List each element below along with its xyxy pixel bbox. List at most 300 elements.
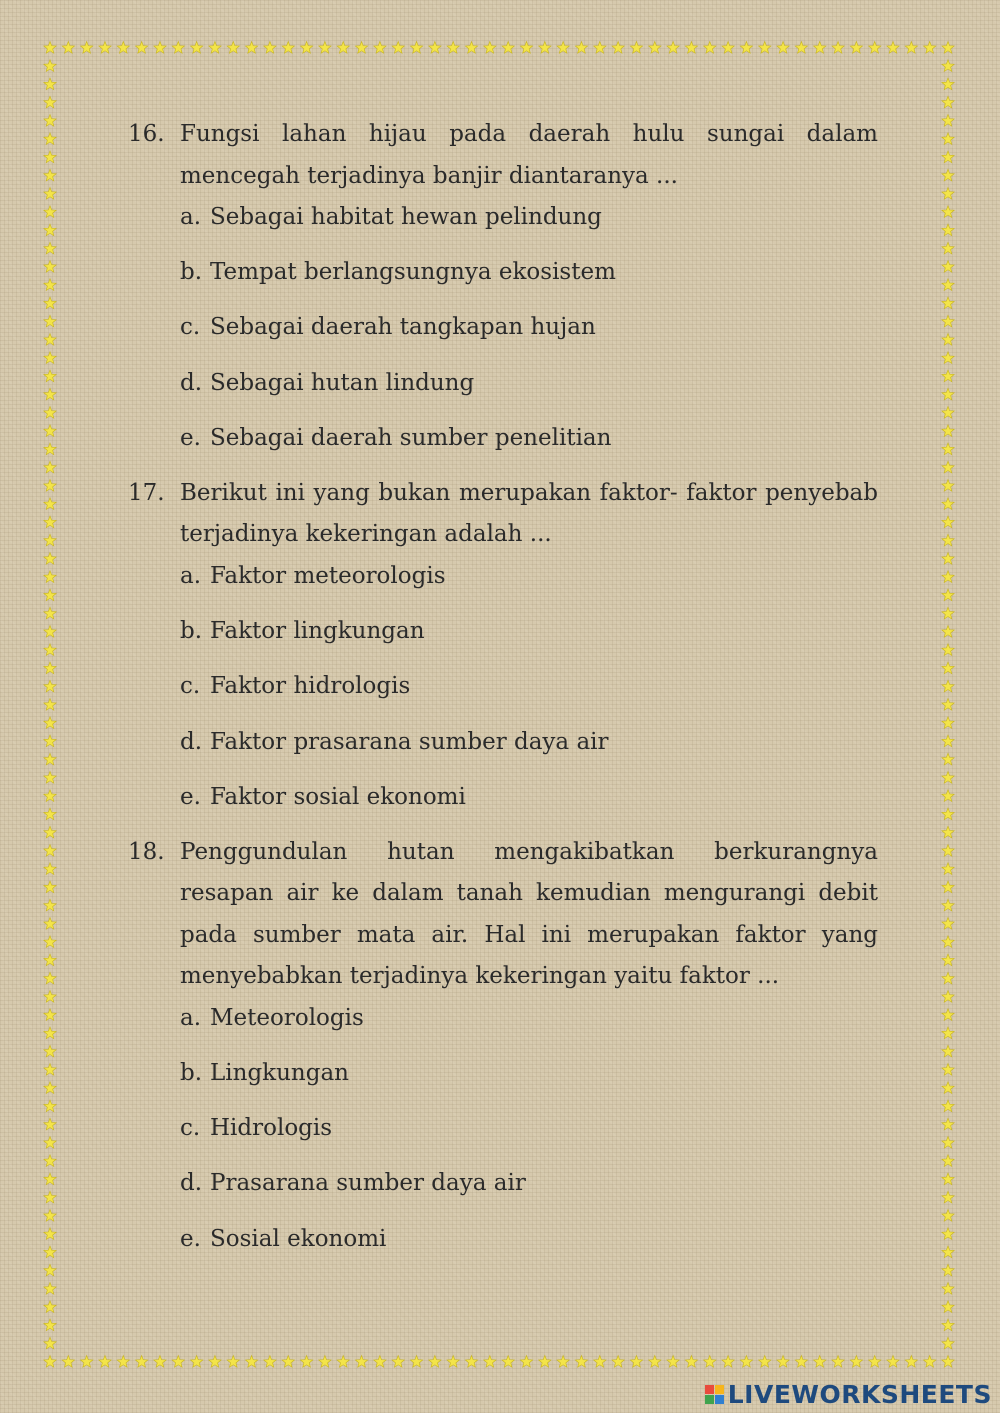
border-star-icon — [190, 1356, 202, 1368]
border-star-icon — [44, 151, 56, 163]
border-star-icon — [942, 826, 954, 838]
border-star-icon — [942, 571, 954, 583]
border-star-icon — [44, 772, 56, 784]
border-star-icon — [942, 388, 954, 400]
option-text: Sebagai habitat hewan pelindung — [210, 204, 602, 230]
border-star-icon — [740, 42, 752, 54]
border-star-icon — [44, 972, 56, 984]
border-star-icon — [942, 1319, 954, 1331]
border-star-icon — [942, 1045, 954, 1057]
border-star-icon — [117, 42, 129, 54]
border-star-icon — [135, 42, 147, 54]
border-star-icon — [942, 516, 954, 528]
border-star-icon — [44, 242, 56, 254]
option-letter: b. — [180, 259, 203, 286]
border-star-icon — [942, 1027, 954, 1039]
border-star-icon — [44, 169, 56, 181]
option-text: Faktor meteorologis — [210, 562, 446, 589]
option-letter: e. — [180, 1225, 201, 1252]
border-star-icon — [942, 680, 954, 692]
logo-square — [705, 1385, 714, 1394]
border-star-icon — [99, 1356, 111, 1368]
border-star-icon — [942, 78, 954, 90]
border-star-icon — [465, 1356, 477, 1368]
border-star-icon — [80, 42, 92, 54]
border-star-icon — [942, 1100, 954, 1112]
border-star-icon — [44, 1027, 56, 1039]
border-star-icon — [942, 370, 954, 382]
border-star-icon — [942, 1118, 954, 1130]
border-star-icon — [264, 1356, 276, 1368]
border-star-icon — [44, 1045, 56, 1057]
border-star-icon — [44, 498, 56, 510]
border-star-icon — [942, 42, 954, 54]
option-e[interactable] — [180, 777, 878, 818]
option-letter: a. — [180, 204, 202, 230]
border-star-icon — [630, 1356, 642, 1368]
border-star-icon — [942, 1064, 954, 1076]
border-star-icon — [832, 1356, 844, 1368]
border-star-icon — [942, 753, 954, 765]
border-star-icon — [759, 1356, 771, 1368]
question-17 — [128, 473, 878, 832]
border-star-icon — [942, 1082, 954, 1094]
border-star-icon — [942, 1228, 954, 1240]
option-text: Faktor prasarana sumber daya air — [210, 728, 609, 755]
border-star-icon — [942, 498, 954, 510]
border-star-icon — [850, 1356, 862, 1368]
border-star-icon — [832, 42, 844, 54]
border-star-icon — [887, 1356, 899, 1368]
border-star-icon — [594, 42, 606, 54]
border-star-icon — [44, 735, 56, 747]
border-star-icon — [942, 169, 954, 181]
border-star-icon — [777, 42, 789, 54]
border-star-icon — [282, 42, 294, 54]
border-star-icon — [227, 1356, 239, 1368]
border-star-icon — [942, 96, 954, 108]
border-star-icon — [44, 991, 56, 1003]
option-list — [180, 197, 878, 459]
border-star-icon — [44, 480, 56, 492]
option-text: Tempat berlangsungnya ekosistem — [210, 259, 616, 286]
border-star-icon — [44, 407, 56, 419]
border-star-icon — [942, 1173, 954, 1185]
border-star-icon — [44, 553, 56, 565]
border-star-icon — [172, 1356, 184, 1368]
option-letter: c. — [180, 1115, 201, 1142]
border-star-icon — [410, 42, 422, 54]
border-star-icon — [44, 334, 56, 346]
border-star-icon — [942, 1337, 954, 1349]
border-star-icon — [44, 461, 56, 473]
border-star-icon — [209, 42, 221, 54]
border-star-icon — [942, 261, 954, 273]
border-star-icon — [942, 553, 954, 565]
border-star-icon — [355, 1356, 367, 1368]
option-letter: b. — [180, 1060, 203, 1087]
border-star-icon — [62, 42, 74, 54]
border-star-icon — [942, 352, 954, 364]
border-star-icon — [44, 918, 56, 930]
border-star-icon — [44, 680, 56, 692]
border-star-icon — [44, 315, 56, 327]
option-letter: d. — [180, 728, 203, 755]
border-star-icon — [44, 279, 56, 291]
border-star-icon — [44, 1210, 56, 1222]
option-b[interactable] — [180, 252, 878, 293]
option-letter: e. — [180, 783, 201, 810]
option-text: Sosial ekonomi — [210, 1225, 387, 1252]
border-star-icon — [429, 1356, 441, 1368]
border-star-icon — [44, 352, 56, 364]
border-star-icon — [44, 534, 56, 546]
border-star-icon — [44, 1118, 56, 1130]
border-star-icon — [484, 1356, 496, 1368]
option-b[interactable] — [180, 611, 878, 652]
border-star-icon — [594, 1356, 606, 1368]
option-list — [180, 556, 878, 818]
border-star-icon — [942, 1191, 954, 1203]
option-letter: b. — [180, 618, 203, 645]
border-star-icon — [923, 1356, 935, 1368]
border-star-icon — [135, 1356, 147, 1368]
option-text: Sebagai daerah sumber penelitian — [210, 424, 612, 451]
border-star-icon — [154, 42, 166, 54]
border-star-icon — [44, 188, 56, 200]
border-star-icon — [44, 115, 56, 127]
option-d[interactable] — [180, 722, 878, 763]
option-text: Sebagai hutan lindung — [210, 369, 475, 396]
border-star-icon — [44, 133, 56, 145]
border-star-icon — [227, 42, 239, 54]
question-18 — [128, 832, 878, 1274]
border-star-icon — [942, 899, 954, 911]
border-star-icon — [44, 60, 56, 72]
border-star-icon — [44, 1264, 56, 1276]
border-star-icon — [923, 42, 935, 54]
border-star-icon — [942, 918, 954, 930]
border-star-icon — [44, 717, 56, 729]
border-star-icon — [942, 1009, 954, 1021]
border-star-icon — [942, 60, 954, 72]
border-star-icon — [44, 388, 56, 400]
border-star-icon — [44, 1337, 56, 1349]
border-star-icon — [795, 1356, 807, 1368]
border-star-icon — [44, 206, 56, 218]
border-star-icon — [612, 1356, 624, 1368]
border-star-icon — [942, 1137, 954, 1149]
border-star-icon — [942, 315, 954, 327]
border-star-icon — [44, 425, 56, 437]
border-star-icon — [319, 42, 331, 54]
option-b[interactable] — [180, 1053, 878, 1094]
border-star-icon — [337, 42, 349, 54]
border-star-icon — [942, 425, 954, 437]
border-star-icon — [557, 1356, 569, 1368]
border-star-icon — [44, 790, 56, 802]
border-star-icon — [942, 334, 954, 346]
question-number: 18. — [128, 838, 165, 865]
border-star-icon — [44, 224, 56, 236]
border-star-icon — [44, 662, 56, 674]
border-star-icon — [465, 42, 477, 54]
border-star-icon — [44, 899, 56, 911]
border-star-icon — [300, 1356, 312, 1368]
option-text: Hidrologis — [210, 1115, 333, 1142]
option-a[interactable] — [180, 998, 878, 1039]
border-star-icon — [942, 626, 954, 638]
border-star-icon — [942, 936, 954, 948]
border-star-icon — [942, 461, 954, 473]
border-star-icon — [612, 42, 624, 54]
border-star-icon — [44, 808, 56, 820]
border-star-icon — [942, 480, 954, 492]
border-star-icon — [429, 42, 441, 54]
border-star-icon — [575, 1356, 587, 1368]
border-star-icon — [942, 954, 954, 966]
border-star-icon — [942, 206, 954, 218]
border-star-icon — [190, 42, 202, 54]
border-star-icon — [942, 662, 954, 674]
border-star-icon — [44, 261, 56, 273]
border-star-icon — [575, 42, 587, 54]
border-star-icon — [649, 42, 661, 54]
border-star-icon — [722, 42, 734, 54]
border-star-icon — [44, 370, 56, 382]
border-star-icon — [392, 42, 404, 54]
liveworksheets-logo-icon — [705, 1385, 724, 1404]
border-star-icon — [447, 42, 459, 54]
border-star-icon — [282, 1356, 294, 1368]
border-star-icon — [502, 1356, 514, 1368]
border-star-icon — [245, 1356, 257, 1368]
border-star-icon — [942, 224, 954, 236]
option-letter: a. — [180, 562, 202, 589]
option-letter: c. — [180, 673, 201, 700]
border-star-icon — [942, 115, 954, 127]
option-c[interactable] — [180, 666, 878, 707]
border-star-icon — [209, 1356, 221, 1368]
border-star-icon — [942, 1155, 954, 1167]
border-star-icon — [942, 972, 954, 984]
border-star-icon — [484, 42, 496, 54]
border-star-icon — [44, 936, 56, 948]
border-star-icon — [942, 407, 954, 419]
border-star-icon — [392, 1356, 404, 1368]
border-star-icon — [942, 151, 954, 163]
border-star-icon — [44, 589, 56, 601]
option-text: Prasarana sumber daya air — [210, 1170, 526, 1197]
border-star-icon — [44, 1301, 56, 1313]
border-star-icon — [814, 42, 826, 54]
border-star-icon — [520, 1356, 532, 1368]
border-star-icon — [667, 42, 679, 54]
border-star-icon — [942, 808, 954, 820]
question-number: 16. — [128, 121, 165, 147]
border-star-icon — [44, 607, 56, 619]
option-c[interactable] — [180, 307, 878, 348]
border-star-icon — [447, 1356, 459, 1368]
border-star-icon — [44, 826, 56, 838]
question-16 — [128, 114, 878, 473]
border-star-icon — [355, 42, 367, 54]
option-text: Faktor lingkungan — [210, 618, 425, 645]
border-star-icon — [319, 1356, 331, 1368]
border-star-icon — [44, 297, 56, 309]
border-star-icon — [44, 954, 56, 966]
border-star-icon — [905, 1356, 917, 1368]
border-star-icon — [62, 1356, 74, 1368]
border-star-icon — [337, 1356, 349, 1368]
border-star-icon — [869, 42, 881, 54]
option-e[interactable] — [180, 1219, 878, 1260]
option-d[interactable] — [180, 363, 878, 404]
option-letter: e. — [180, 424, 201, 451]
border-star-icon — [905, 42, 917, 54]
border-star-icon — [44, 1155, 56, 1167]
option-a[interactable] — [180, 556, 878, 597]
border-star-icon — [264, 42, 276, 54]
border-star-icon — [99, 42, 111, 54]
border-star-icon — [80, 1356, 92, 1368]
border-star-icon — [154, 1356, 166, 1368]
option-text: Lingkungan — [210, 1060, 349, 1087]
border-star-icon — [942, 991, 954, 1003]
border-star-icon — [44, 863, 56, 875]
worksheet-content — [128, 114, 878, 1274]
border-star-icon — [410, 1356, 422, 1368]
option-letter: d. — [180, 369, 203, 396]
border-star-icon — [942, 881, 954, 893]
border-star-icon — [44, 443, 56, 455]
border-star-icon — [942, 242, 954, 254]
border-star-icon — [502, 42, 514, 54]
border-star-icon — [374, 1356, 386, 1368]
border-star-icon — [44, 699, 56, 711]
border-star-icon — [942, 133, 954, 145]
logo-square — [705, 1395, 714, 1404]
logo-square — [715, 1395, 724, 1404]
option-letter: a. — [180, 1004, 202, 1031]
border-star-icon — [300, 42, 312, 54]
border-star-icon — [44, 626, 56, 638]
border-star-icon — [44, 1173, 56, 1185]
border-star-icon — [539, 1356, 551, 1368]
border-star-icon — [44, 1009, 56, 1021]
border-star-icon — [942, 1210, 954, 1222]
option-list — [180, 998, 878, 1260]
border-star-icon — [44, 644, 56, 656]
border-star-icon — [44, 1064, 56, 1076]
border-star-icon — [942, 443, 954, 455]
border-star-icon — [942, 1246, 954, 1258]
border-star-icon — [942, 735, 954, 747]
border-star-icon — [44, 1082, 56, 1094]
border-star-icon — [44, 1191, 56, 1203]
border-star-icon — [704, 1356, 716, 1368]
border-star-icon — [245, 42, 257, 54]
border-star-icon — [942, 1301, 954, 1313]
border-star-icon — [44, 1246, 56, 1258]
border-star-icon — [942, 644, 954, 656]
border-star-icon — [942, 589, 954, 601]
border-star-icon — [44, 516, 56, 528]
border-star-icon — [759, 42, 771, 54]
border-star-icon — [942, 188, 954, 200]
border-star-icon — [942, 1264, 954, 1276]
liveworksheets-watermark[interactable] — [705, 1379, 992, 1409]
question-number: 17. — [128, 479, 165, 506]
border-star-icon — [44, 1228, 56, 1240]
option-a[interactable] — [180, 197, 878, 238]
border-star-icon — [630, 42, 642, 54]
option-text: Meteorologis — [210, 1004, 364, 1031]
border-star-icon — [942, 790, 954, 802]
option-text: Faktor hidrologis — [210, 673, 411, 700]
border-star-icon — [777, 1356, 789, 1368]
border-star-icon — [44, 1319, 56, 1331]
border-star-icon — [942, 699, 954, 711]
border-star-icon — [942, 534, 954, 546]
border-star-icon — [44, 1100, 56, 1112]
border-star-icon — [44, 1283, 56, 1295]
border-star-icon — [374, 42, 386, 54]
border-star-icon — [539, 42, 551, 54]
border-star-icon — [704, 42, 716, 54]
option-text: Sebagai daerah tangkapan hujan — [210, 314, 596, 341]
border-star-icon — [667, 1356, 679, 1368]
option-d[interactable] — [180, 1163, 878, 1204]
border-star-icon — [44, 571, 56, 583]
border-star-icon — [44, 1356, 56, 1368]
border-star-icon — [722, 1356, 734, 1368]
option-c[interactable] — [180, 1108, 878, 1149]
border-star-icon — [44, 1137, 56, 1149]
border-star-icon — [942, 1356, 954, 1368]
border-star-icon — [850, 42, 862, 54]
border-star-icon — [649, 1356, 661, 1368]
border-star-icon — [44, 96, 56, 108]
question-text: Penggundulan hutan mengakibatkan berkurangnya resapan air ke dalam tanah kemudian mengurangi debit pada sumber mata air. Hal ini merupakan faktor yang menyebabkan terjadinya kekeringan yaitu faktor ... — [180, 838, 878, 990]
border-star-icon — [44, 42, 56, 54]
border-star-icon — [44, 753, 56, 765]
border-star-icon — [44, 78, 56, 90]
logo-square — [715, 1385, 724, 1394]
border-star-icon — [942, 772, 954, 784]
border-star-icon — [685, 1356, 697, 1368]
border-star-icon — [685, 42, 697, 54]
border-star-icon — [740, 1356, 752, 1368]
border-star-icon — [44, 845, 56, 857]
option-text: Faktor sosial ekonomi — [210, 783, 466, 810]
option-e[interactable] — [180, 418, 878, 459]
border-star-icon — [942, 845, 954, 857]
border-star-icon — [117, 1356, 129, 1368]
border-star-icon — [814, 1356, 826, 1368]
watermark-text: LIVEWORKSHEETS — [727, 1379, 992, 1409]
border-star-icon — [942, 279, 954, 291]
border-star-icon — [795, 42, 807, 54]
border-star-icon — [942, 717, 954, 729]
border-star-icon — [520, 42, 532, 54]
border-star-icon — [44, 881, 56, 893]
option-letter: d. — [180, 1170, 203, 1197]
question-text: Fungsi lahan hijau pada daerah hulu sungai dalam mencegah terjadinya banjir diantaranya ... — [180, 121, 878, 189]
border-star-icon — [942, 1283, 954, 1295]
border-star-icon — [942, 863, 954, 875]
question-text: Berikut ini yang bukan merupakan faktor- faktor penyebab terjadinya kekeringan adalah ... — [180, 479, 878, 548]
